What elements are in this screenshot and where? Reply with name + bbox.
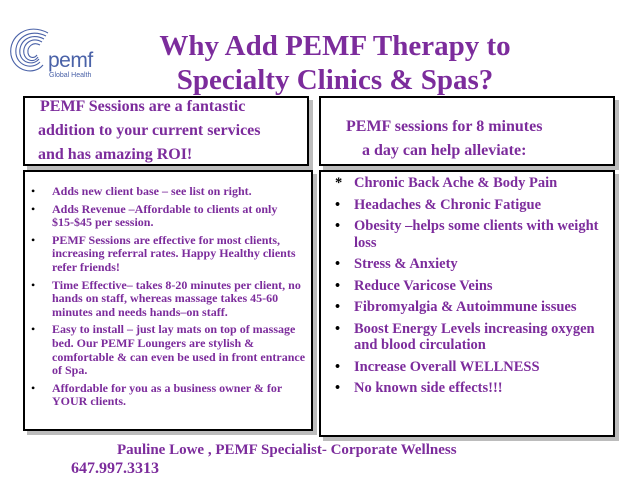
list-item: • Affordable for you as a business owner & for YOUR clients. (31, 380, 283, 409)
list-item: • Easy to install – just lay mats on top of massage bed. Our PEMF Loungers are stylish & comfortable & can even be used in front entrance of Spa. (31, 322, 306, 378)
list-item: * Chronic Back Ache & Body Pain (335, 175, 558, 191)
list-item: • Adds Revenue –Affordable to clients at only $15-$45 per session. (31, 201, 278, 230)
bullet-icon: • (335, 320, 341, 337)
list-item: • Boost Energy Levels increasing oxygen and blood circulation (335, 320, 595, 353)
intro-right-text (346, 115, 606, 163)
bullet-icon: • (335, 380, 341, 396)
contact-phone: 647.997.3313 (71, 460, 159, 477)
list-item: • PEMF Sessions are effective for most clients, increasing referral rates. Happy Healthy clients refer friends! (31, 232, 296, 274)
bullet-icon: • (31, 232, 36, 247)
conditions-list (335, 175, 610, 402)
list-item: • Stress & Anxiety (335, 256, 458, 272)
intro-right-line-2: a day can help alleviate: (362, 142, 527, 159)
list-item: • Time Effective– takes 8-20 minutes per client, no hands on staff, whereas massage takes 45-60 minutes and needs hands–on staff. (31, 277, 301, 319)
logo-wordmark: pemf (48, 49, 93, 72)
intro-left-line-1: PEMF Sessions are a fantastic (40, 98, 246, 115)
page-title (120, 29, 550, 97)
bullet-icon: • (31, 201, 36, 216)
bullet-icon: • (31, 380, 36, 395)
list-item: • Obesity –helps some clients with weight loss (335, 218, 599, 251)
intro-left-text (38, 95, 298, 167)
bullet-icon: • (31, 184, 36, 198)
bullet-icon: • (31, 277, 36, 292)
list-item: • Reduce Varicose Veins (335, 277, 493, 294)
asterisk-icon: * (335, 175, 343, 191)
intro-left-line-3: and has amazing ROI! (38, 146, 193, 163)
list-item: • No known side effects!!! (335, 380, 503, 396)
pemf-logo (6, 22, 126, 82)
list-item: • Headaches & Chronic Fatigue (335, 196, 542, 213)
business-benefits-list (31, 185, 308, 413)
intro-right-line-1: PEMF sessions for 8 minutes (346, 118, 543, 135)
contact-name: Pauline Lowe , PEMF Specialist- Corporate Wellness (117, 442, 457, 458)
list-item: • Increase Overall WELLNESS (335, 358, 540, 375)
list-item: • Adds new client base – see list on right. (31, 184, 252, 198)
bullet-icon: • (335, 218, 341, 234)
list-item: • Fibromyalgia & Autoimmune issues (335, 299, 577, 315)
title-line-1: Why Add PEMF Therapy to (159, 30, 511, 62)
title-line-2: Specialty Clinics & Spas? (176, 64, 494, 96)
logo-subtitle: Global Health (49, 72, 92, 79)
intro-left-line-2: addition to your current services (38, 122, 261, 139)
bullet-icon: • (335, 196, 341, 213)
bullet-icon: • (335, 277, 341, 294)
bullet-icon: • (335, 256, 341, 272)
bullet-icon: • (31, 322, 36, 337)
bullet-icon: • (335, 358, 341, 375)
bullet-icon: • (335, 299, 341, 315)
